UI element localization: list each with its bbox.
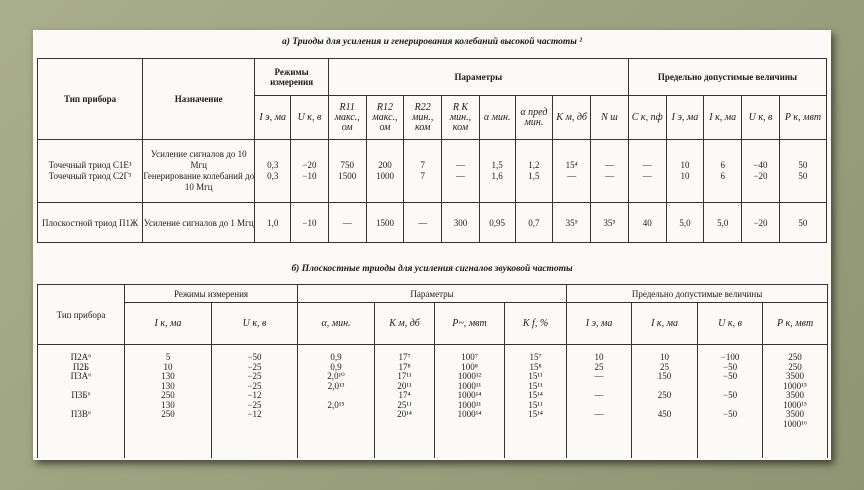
cell: 10 25 150 250 450 (632, 345, 698, 459)
cell: 250 250 3500 1000¹⁵ 3500 1000¹⁵ 3500 1000¹⁶ (763, 345, 828, 459)
cell: 10 25 — — — (567, 345, 632, 459)
cell: −100 −50 −50 −50 −50 (698, 345, 763, 459)
cell: 200 1000 (366, 140, 404, 203)
row-type: Плоскостной триод П1Ж (38, 203, 143, 243)
header-limits: Предельно допустимые величины (567, 285, 828, 303)
cell: 0,3 0,3 (255, 140, 291, 203)
param-label: U к, в (698, 303, 763, 345)
cell: 5 10 130 130 250 130 250 (125, 345, 212, 459)
cell: −20 (742, 203, 780, 243)
cell: −50 −25 −25 −25 −12 −25 −12 (212, 345, 298, 459)
cell: — — (591, 140, 629, 203)
cell: 50 (779, 203, 826, 243)
cell: — (404, 203, 442, 243)
header-limits: Предельно допустимые величины (628, 59, 826, 96)
table-hf-triodes (37, 58, 827, 243)
param-label: R22 мин., ком (404, 96, 442, 140)
cell: — (328, 203, 366, 243)
cell: 15⁷ 15⁸ 15¹¹ 15¹¹ 15¹⁴ 15¹¹ 15¹⁴ (505, 345, 567, 459)
header-modes: Режимы измерения (255, 59, 328, 96)
cell: 35⁵ (591, 203, 629, 243)
param-label: К м, дб (553, 96, 591, 140)
param-label: U к, в (291, 96, 329, 140)
param-label: α пред мин. (515, 96, 553, 140)
cell: 6 6 (704, 140, 742, 203)
header-params: Параметры (298, 285, 567, 303)
param-label: К f, % (505, 303, 567, 345)
table-af-triodes (37, 284, 828, 458)
cell: −10 (291, 203, 329, 243)
cell: 0,9 0,9 2,0¹⁰ 2,0¹³ 2,0¹⁵ (298, 345, 375, 459)
cell: 1500 (366, 203, 404, 243)
param-label: N ш (591, 96, 629, 140)
cell: 1,2 1,5 (515, 140, 553, 203)
cell: 15⁴ — (553, 140, 591, 203)
param-label: С к, пф (628, 96, 666, 140)
param-label: I к, ма (704, 96, 742, 140)
param-label: Р к, мвт (779, 96, 826, 140)
cell: 750 1500 (328, 140, 366, 203)
param-label: α, мин. (298, 303, 375, 345)
cell: 50 50 (779, 140, 826, 203)
cell: 1,0 (255, 203, 291, 243)
param-label: I к, ма (632, 303, 698, 345)
cell: 300 (442, 203, 480, 243)
param-label: К м, дб (375, 303, 435, 345)
cell: 35⁵ (553, 203, 591, 243)
param-label: R К мин., ком (442, 96, 480, 140)
param-label: I э, ма (255, 96, 291, 140)
param-label: R11 макс., ом (328, 96, 366, 140)
param-label: I э, ма (666, 96, 704, 140)
cell: 10 10 (666, 140, 704, 203)
cell: 5,0 (666, 203, 704, 243)
cell: 100⁷ 100⁸ 1000¹² 1000¹¹ 1000¹⁴ 1000¹¹ 1000¹⁴ (435, 345, 505, 459)
param-label: α мин. (479, 96, 515, 140)
header-purpose: Назначение (143, 59, 255, 140)
row-type: Точечный триод С1Е³ Точечный триод С2Г³ (38, 140, 143, 203)
row-purpose: Усиление сигналов до 1 Мгц (143, 203, 255, 243)
param-label: Р к, мвт (763, 303, 828, 345)
document-page (33, 30, 831, 460)
cell: 17⁷ 17⁸ 17¹¹ 20¹¹ 17⁴ 25¹¹ 20¹⁴ (375, 345, 435, 459)
param-label: U к, в (212, 303, 298, 345)
cell: — — (628, 140, 666, 203)
param-label: R12 макс., ом (366, 96, 404, 140)
cell: −40 −20 (742, 140, 780, 203)
cell: 7 7 (404, 140, 442, 203)
param-label: I э, ма (567, 303, 632, 345)
param-label: Р~, мвт (435, 303, 505, 345)
row-purpose: Усиление сигналов до 10 Мгц Генерирование колебаний до 10 Мгц (143, 140, 255, 203)
cell: 0,7 (515, 203, 553, 243)
section-b-title: б) Плоскостные триоды для усиления сигналов звуковой частоты (291, 264, 573, 274)
row-type: П2А⁶ П2Б П3А⁶ П3Б⁶ П3В⁶ (38, 345, 125, 459)
cell: 0,95 (479, 203, 515, 243)
cell: 1,5 1,6 (479, 140, 515, 203)
cell: −20 −10 (291, 140, 329, 203)
cell: 40 (628, 203, 666, 243)
section-a-title: а) Триоды для усиления и генерирования колебаний высокой частоты ² (281, 37, 583, 47)
header-type: Тип прибора (38, 285, 125, 345)
header-params: Параметры (328, 59, 628, 96)
param-label: U к, в (742, 96, 780, 140)
header-type: Тип прибора (38, 59, 143, 140)
param-label: I к, ма (125, 303, 212, 345)
cell: — — (442, 140, 480, 203)
cell: 5,0 (704, 203, 742, 243)
header-modes: Режимы измерения (125, 285, 298, 303)
